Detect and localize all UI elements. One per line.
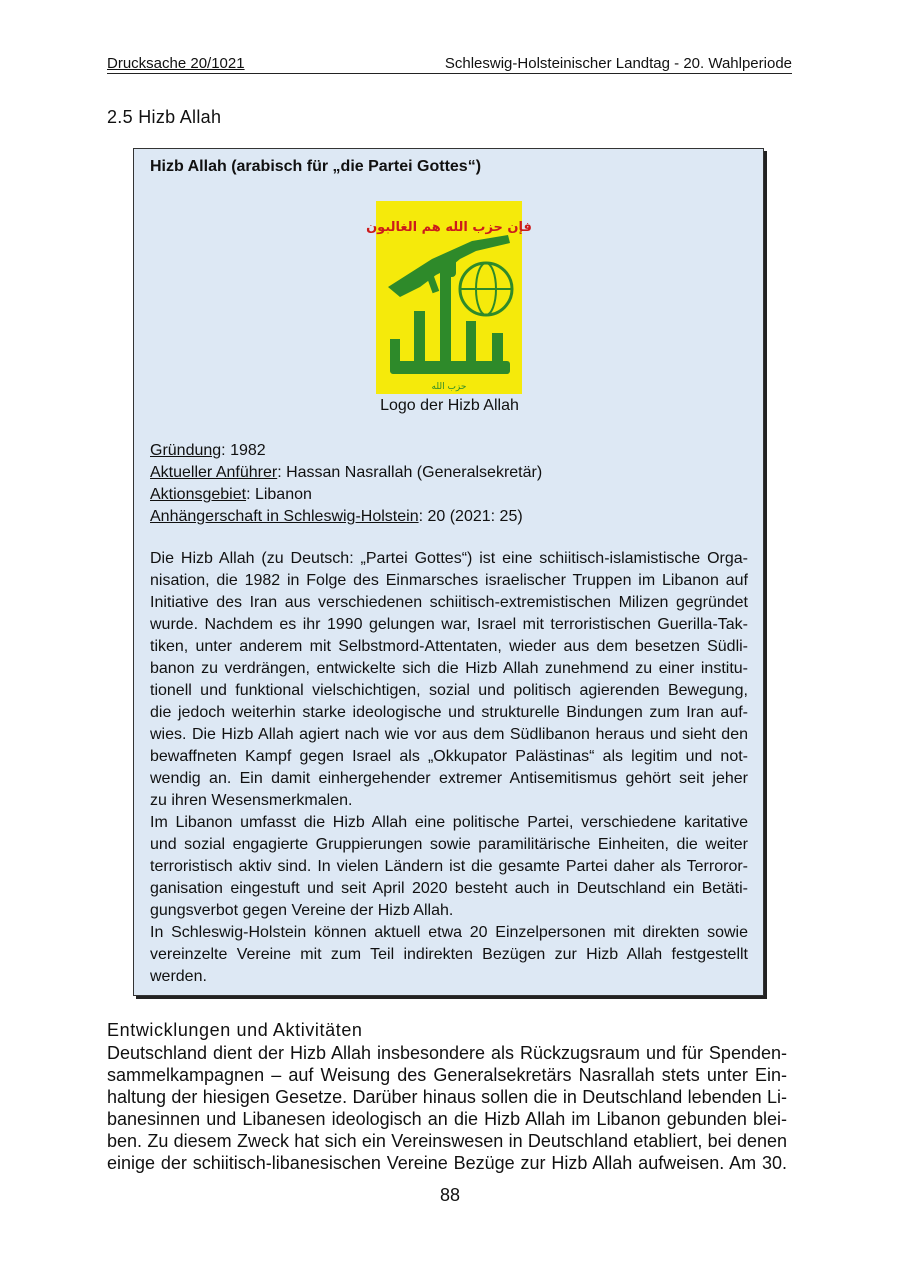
logo-bottom-inscription: حزب الله xyxy=(431,382,467,392)
fact-key: Gründung xyxy=(150,442,222,459)
section-title: 2.5 Hizb Allah xyxy=(107,107,222,127)
logo-top-inscription: فإن حزب الله هم الغالبون xyxy=(366,220,532,235)
page-header xyxy=(107,55,792,74)
text-line: tiken, unter anderem mit Selbstmord-Attentaten, wieder aus dem besetzen Südli- xyxy=(150,638,748,655)
parliament-period: Schleswig-Holsteinischer Landtag - 20. Wahlperiode xyxy=(444,55,792,72)
hizb-allah-logo xyxy=(366,201,532,394)
info-box-text xyxy=(150,548,748,988)
logo-caption: Logo der Hizb Allah xyxy=(380,397,519,414)
fact-value: : 1982 xyxy=(221,442,266,459)
body-line: Deutschland dient der Hizb Allah insbesondere als Rückzugsraum und für Spenden- xyxy=(107,1043,787,1063)
text-line: Im Libanon umfasst die Hizb Allah eine politische Partei, verschiedene karitative xyxy=(150,814,748,831)
fact-value: : Hassan Nasrallah (Generalsekretär) xyxy=(277,464,543,481)
text-line: tionell und funktional vielschichtigen, sozial und politisch agierenden Bewegung, xyxy=(150,682,748,699)
text-line: Initiative des Iran aus verschiedenen schiitisch-extremistischen Milizen gegründet xyxy=(150,594,748,611)
fact-area xyxy=(150,484,542,506)
fact-key: Anhängerschaft in Schleswig-Holstein xyxy=(150,508,419,525)
text-line: wurde. Nachdem es ihr 1990 gelungen war, Israel mit terroristischen Guerilla-Tak- xyxy=(150,616,748,633)
text-line: ganisation eingestuft und seit April 2020 besteht auch in Deutschland ein Betäti- xyxy=(150,880,748,897)
text-line: Die Hizb Allah (zu Deutsch: „Partei Gottes“) ist eine schiitisch-islamistische Orga- xyxy=(150,550,748,567)
subheading: Entwicklungen und Aktivitäten xyxy=(107,1020,363,1040)
body-line: einige der schiitisch-libanesischen Vereine Bezüge zur Hizb Allah aufweisen. Am 30. xyxy=(107,1153,787,1173)
fact-founding xyxy=(150,440,542,462)
body-line: ben. Zu diesem Zweck hat sich ein Vereinswesen in Deutschland etabliert, bei denen xyxy=(107,1131,787,1151)
body-line: banesinnen und Libanesen ideologisch an die Hizb Allah im Libanon gebunden blei- xyxy=(107,1109,787,1129)
fact-list xyxy=(150,440,542,528)
body-line: sammelkampagnen – auf Weisung des Generalsekretärs Nasrallah stets unter Ein- xyxy=(107,1065,787,1085)
text-line: werden. xyxy=(150,968,207,985)
fact-leader xyxy=(150,462,542,484)
text-line: vereinzelte Vereine mit zum Teil indirekten Bezügen zur Hizb Allah festgestellt xyxy=(150,946,748,963)
document-number: Drucksache 20/1021 xyxy=(107,55,245,72)
text-line: gungsverbot gegen Vereine der Hizb Allah. xyxy=(150,902,454,919)
info-box-title: Hizb Allah (arabisch für „die Partei Gottes“) xyxy=(150,158,482,175)
text-line: terroristisch aktiv sind. In vielen Ländern ist die gesamte Partei daher als Terroror- xyxy=(150,858,748,875)
text-line: zu ihren Wesensmerkmalen. xyxy=(150,792,353,809)
text-line: nisation, die 1982 in Folge des Einmarsches israelischer Truppen im Libanon auf xyxy=(150,572,748,589)
text-line: die jedoch weiterhin starke ideologische und strukturelle Bindungen zum Iran auf- xyxy=(150,704,748,721)
text-line: In Schleswig-Holstein können aktuell etwa 20 Einzelpersonen mit direkten sowie xyxy=(150,924,748,941)
page-number: 88 xyxy=(439,1185,461,1205)
body-text xyxy=(107,1042,787,1174)
fact-value: : 20 (2021: 25) xyxy=(418,508,523,525)
text-line: wendig an. Ein damit einhergehender extremer Antisemitismus gehört seit jeher xyxy=(150,770,748,787)
text-line: banon zu verdrängen, entwickelte sich die Hizb Allah zunehmend zu einer institu- xyxy=(150,660,748,677)
text-line: bewaffneten Kampf gegen Israel als „Okkupator Palästinas“ als legitim und not- xyxy=(150,748,748,765)
text-line: und sozial engagierte Gruppierungen sowie paramilitärische Einheiten, die weiter xyxy=(150,836,748,853)
fact-followers xyxy=(150,506,542,528)
body-line: haltung der hiesigen Gesetze. Darüber hinaus sollen die in Deutschland lebenden Li- xyxy=(107,1087,787,1107)
info-box xyxy=(133,148,764,996)
fact-key: Aktueller Anführer xyxy=(150,464,278,481)
text-line: wies. Die Hizb Allah agiert nach wie vor aus dem Südlibanon heraus und sieht den xyxy=(150,726,748,743)
fact-value: : Libanon xyxy=(246,486,312,503)
fact-key: Aktionsgebiet xyxy=(150,486,247,503)
